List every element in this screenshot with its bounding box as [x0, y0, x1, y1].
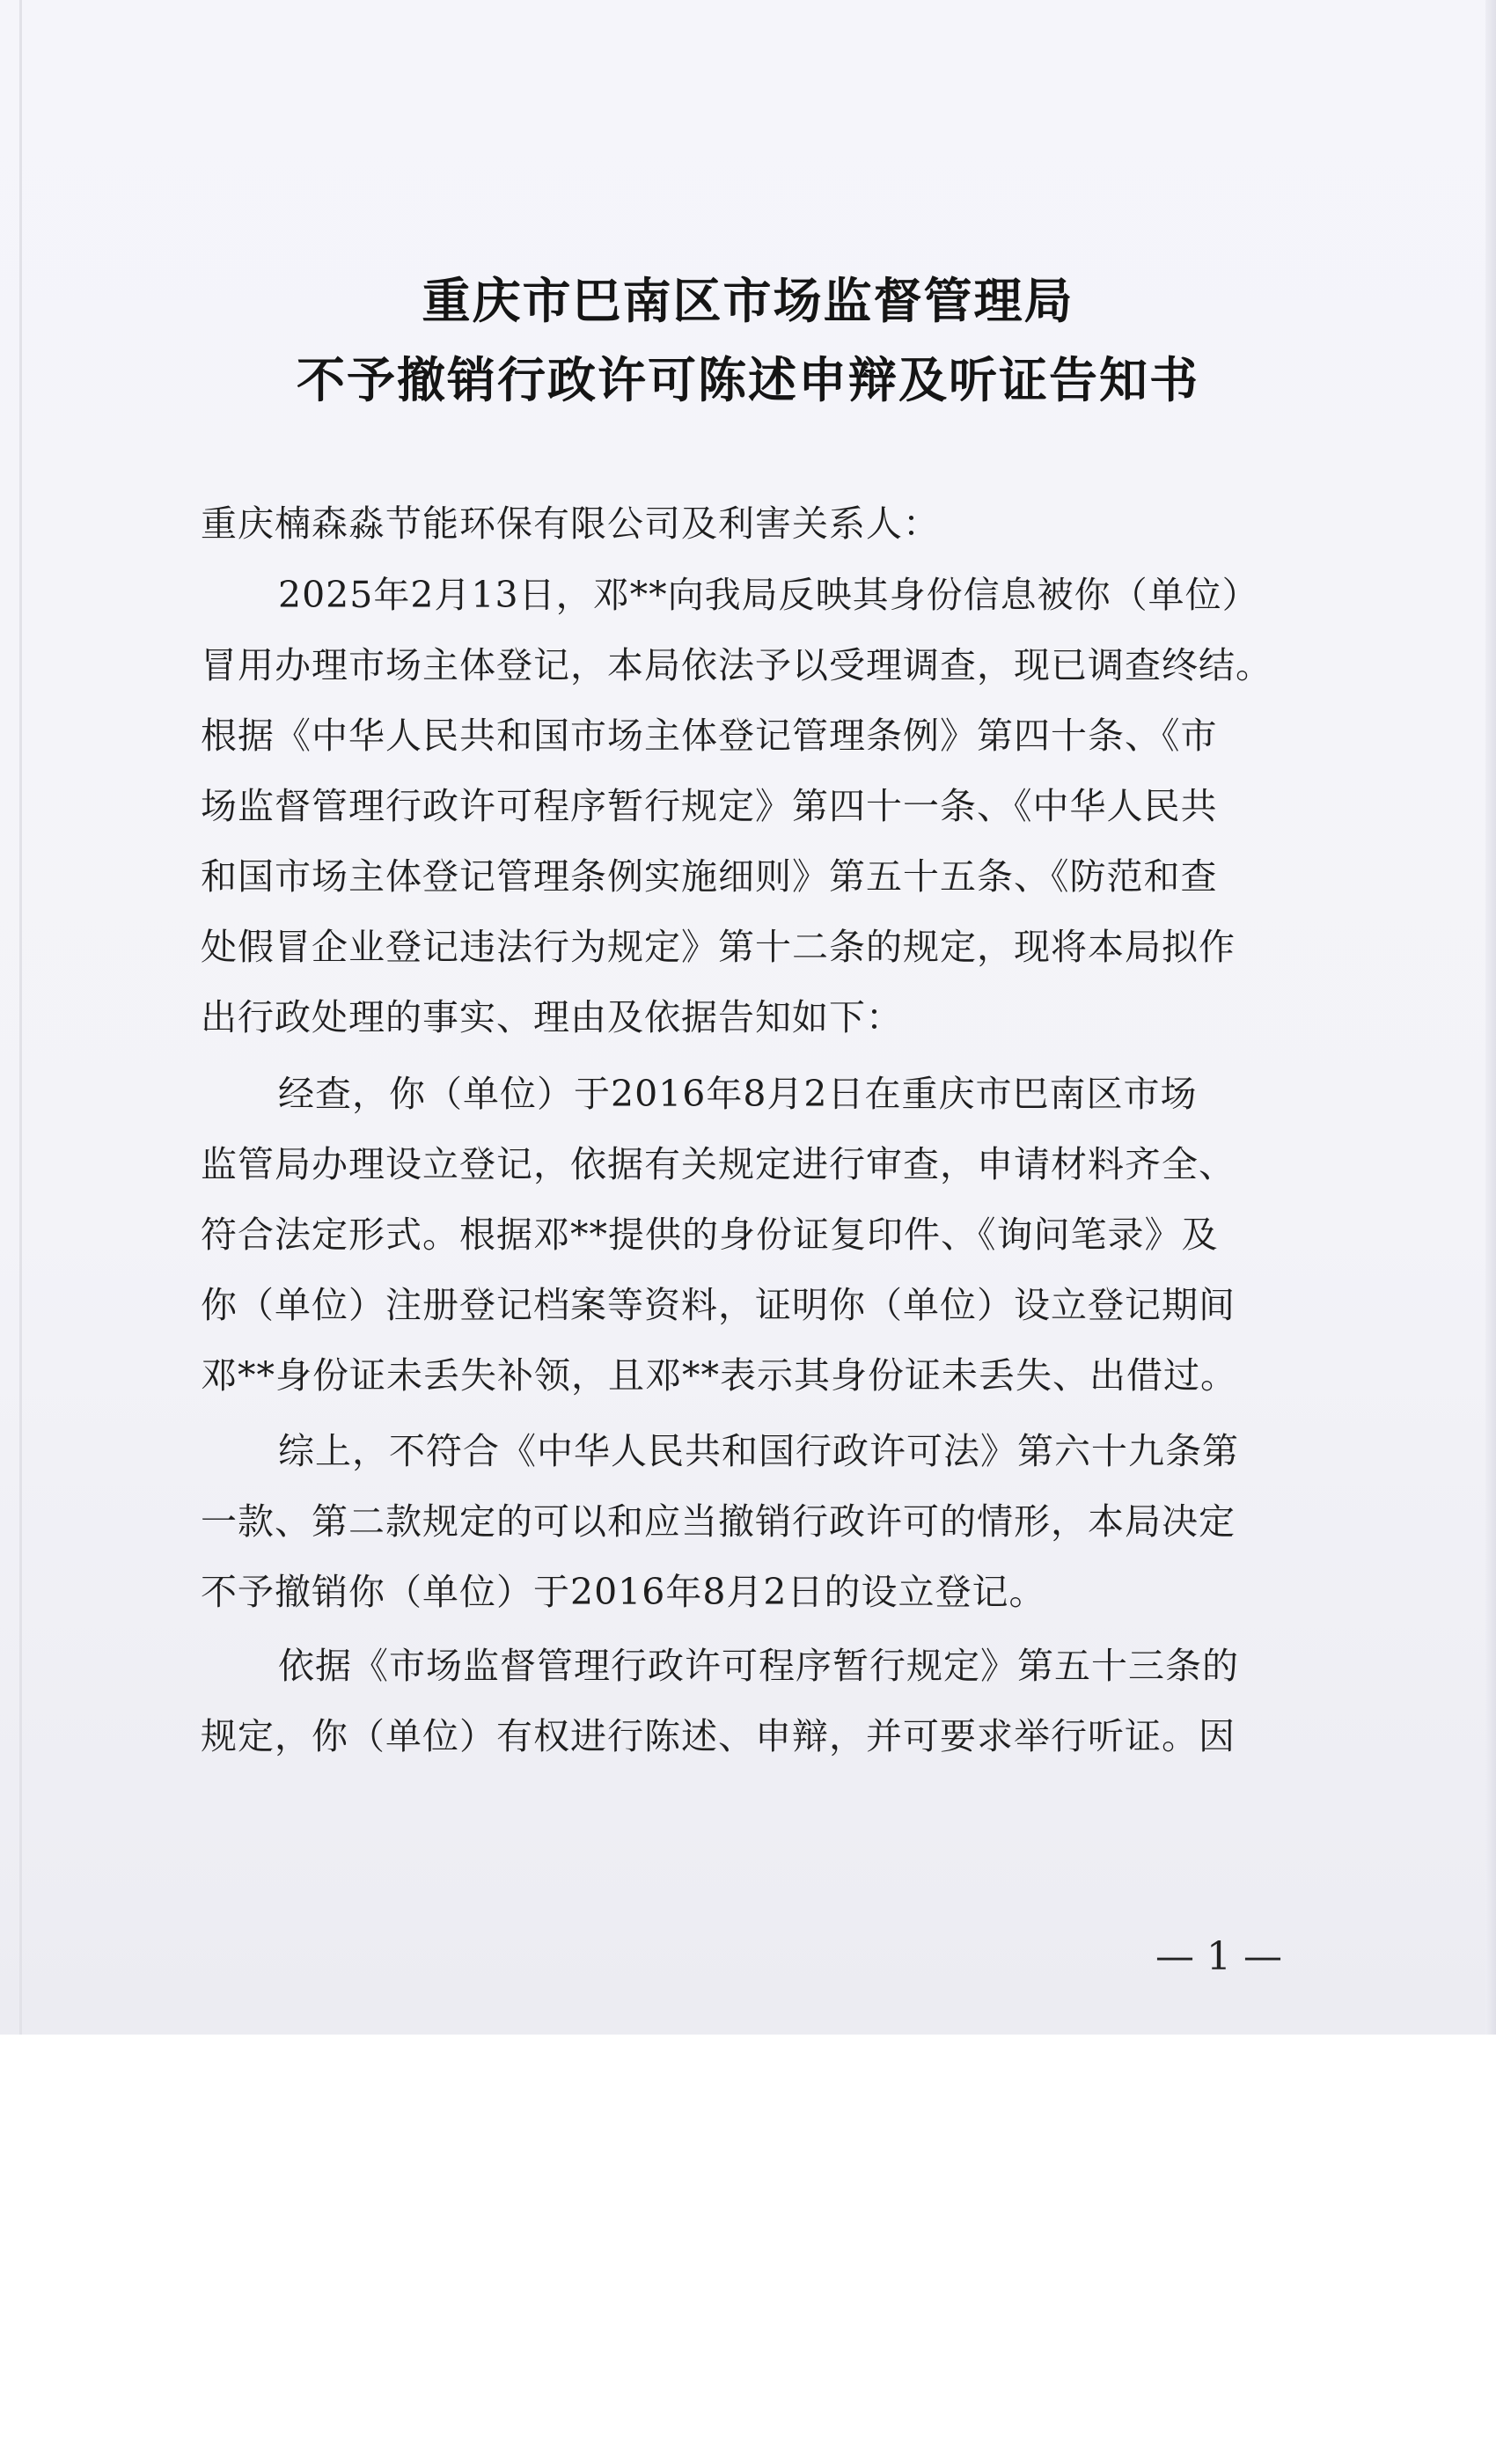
paragraph-2-line-3: 符合法定形式。根据邓**提供的身份证复印件、《询问笔录》及 — [201, 1214, 1219, 1256]
paragraph-1-line-2: 冒用办理市场主体登记，本局依法予以受理调查，现已调查终结。 — [201, 644, 1272, 686]
document-title-line-1: 重庆市巴南区市场监督管理局 — [422, 272, 1074, 329]
paragraph-1-line-5: 和国市场主体登记管理条例实施细则》第五十五条、《防范和查 — [201, 855, 1218, 898]
paragraph-1-line-4: 场监督管理行政许可程序暂行规定》第四十一条、《中华人民共 — [201, 785, 1218, 827]
paragraph-3-line-3: 不予撤销你（单位）于2016年8月2日的设立登记。 — [201, 1571, 1046, 1613]
paragraph-3-line-2: 一款、第二款规定的可以和应当撤销行政许可的情形，本局决定 — [201, 1500, 1236, 1543]
paragraph-2-line-2: 监管局办理设立登记，依据有关规定进行审查，申请材料齐全、 — [201, 1143, 1236, 1185]
paragraph-3-line-1: 综上，不符合《中华人民共和国行政许可法》第六十九条第 — [278, 1430, 1239, 1472]
addressee: 重庆楠森淼节能环保有限公司及利害关系人： — [201, 502, 940, 545]
paragraph-1-line-6: 处假冒企业登记违法行为规定》第十二条的规定，现将本局拟作 — [201, 926, 1236, 968]
paragraph-2-line-5: 邓**身份证未丢失补领，且邓**表示其身份证未丢失、出借过。 — [201, 1354, 1237, 1397]
paragraph-1-line-3: 根据《中华人民共和国市场主体登记管理条例》第四十条、《市 — [201, 715, 1218, 757]
paragraph-2-line-1: 经查，你（单位）于2016年8月2日在重庆市巴南区市场 — [278, 1073, 1198, 1115]
page-number: — 1 — — [1155, 1934, 1282, 1979]
paragraph-4-line-1: 依据《市场监督管理行政许可程序暂行规定》第五十三条的 — [278, 1645, 1239, 1687]
paragraph-1-line-7: 出行政处理的事实、理由及依据告知如下： — [201, 996, 903, 1038]
paragraph-1-line-1: 2025年2月13日，邓**向我局反映其身份信息被你（单位） — [278, 574, 1259, 616]
paragraph-4-line-2: 规定，你（单位）有权进行陈述、申辩，并可要求举行听证。因 — [201, 1715, 1236, 1757]
document-title-line-2: 不予撤销行政许可陈述申辩及听证告知书 — [296, 351, 1199, 408]
paragraph-2-line-4: 你（单位）注册登记档案等资料，证明你（单位）设立登记期间 — [201, 1284, 1236, 1326]
